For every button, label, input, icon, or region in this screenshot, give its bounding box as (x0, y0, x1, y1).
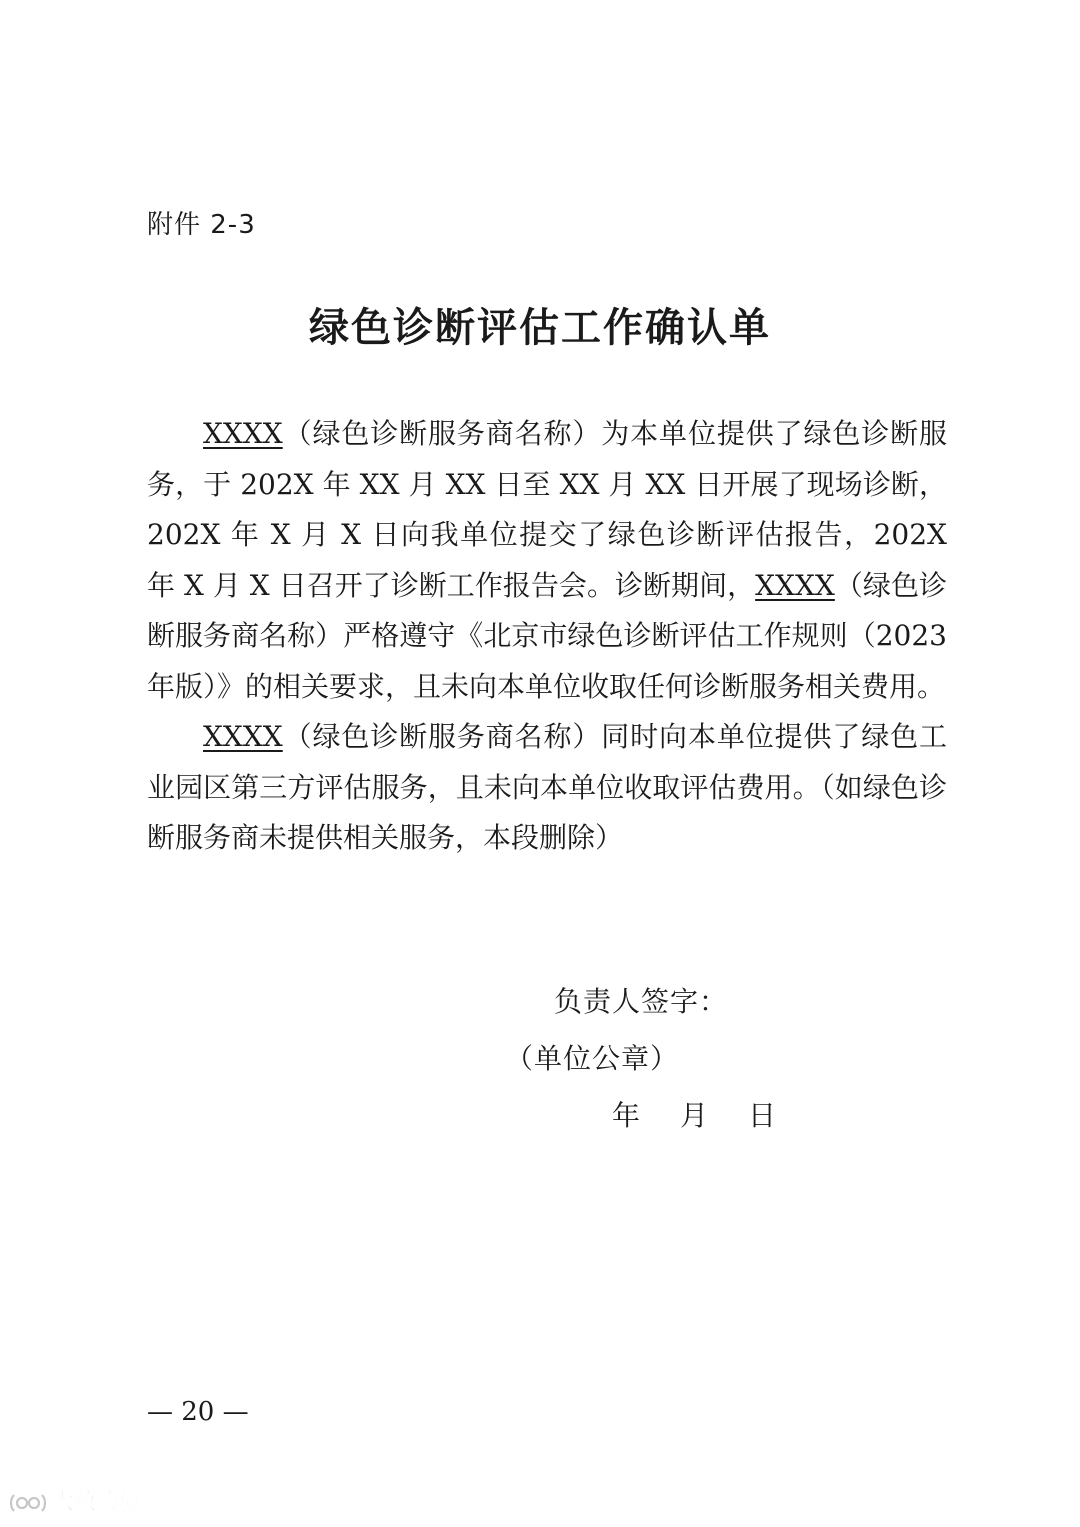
signature-label: 负责人签字： (554, 985, 729, 1018)
paragraph-confirmation (147, 409, 947, 712)
document-title: 绿色诊断评估工作确认单 (309, 304, 771, 351)
page-number: — 20 — (147, 1397, 249, 1427)
seal-label: （单位公章） (505, 1042, 680, 1075)
service-provider-placeholder: XXXX (203, 417, 283, 450)
paragraph-text: （绿色诊断服务商名称）严格遵守《北京市绿色诊断评估工作规则（2023 年版）》的相关要求，且未向本单位收取任何诊断服务相关费用。 (147, 568, 947, 703)
brand-logo-icon (8, 1489, 48, 1517)
date-year: 年 (612, 1099, 641, 1132)
paragraph-text: （绿色诊断服务商名称）为本单位提供了绿色诊断服务，于 202X 年 XX 月 XX 日至 XX 月 XX 日开展了现场诊断，202X 年 X 月 X 日向我单位提交了绿色诊断评估报告，202X 年 X 月 X 日召开了诊断工作报告会。诊断期间， (147, 417, 947, 602)
date-month: 月 (680, 1099, 709, 1132)
service-provider-placeholder: XXXX (203, 720, 283, 753)
document-body (147, 409, 947, 864)
date-day: 日 (748, 1099, 777, 1132)
attachment-label: 附件 2-3 (147, 210, 256, 240)
watermark (8, 1488, 140, 1518)
paragraph-park-evaluation (147, 712, 947, 864)
watermark-text: 大数跨境 (52, 1490, 141, 1515)
date-line (612, 1094, 776, 1138)
paragraph-text: （绿色诊断服务商名称）同时向本单位提供了绿色工业园区第三方评估服务，且未向本单位收取评估费用。（如绿色诊断服务商未提供相关服务，本段删除） (147, 720, 947, 854)
service-provider-placeholder: XXXX (755, 568, 835, 602)
